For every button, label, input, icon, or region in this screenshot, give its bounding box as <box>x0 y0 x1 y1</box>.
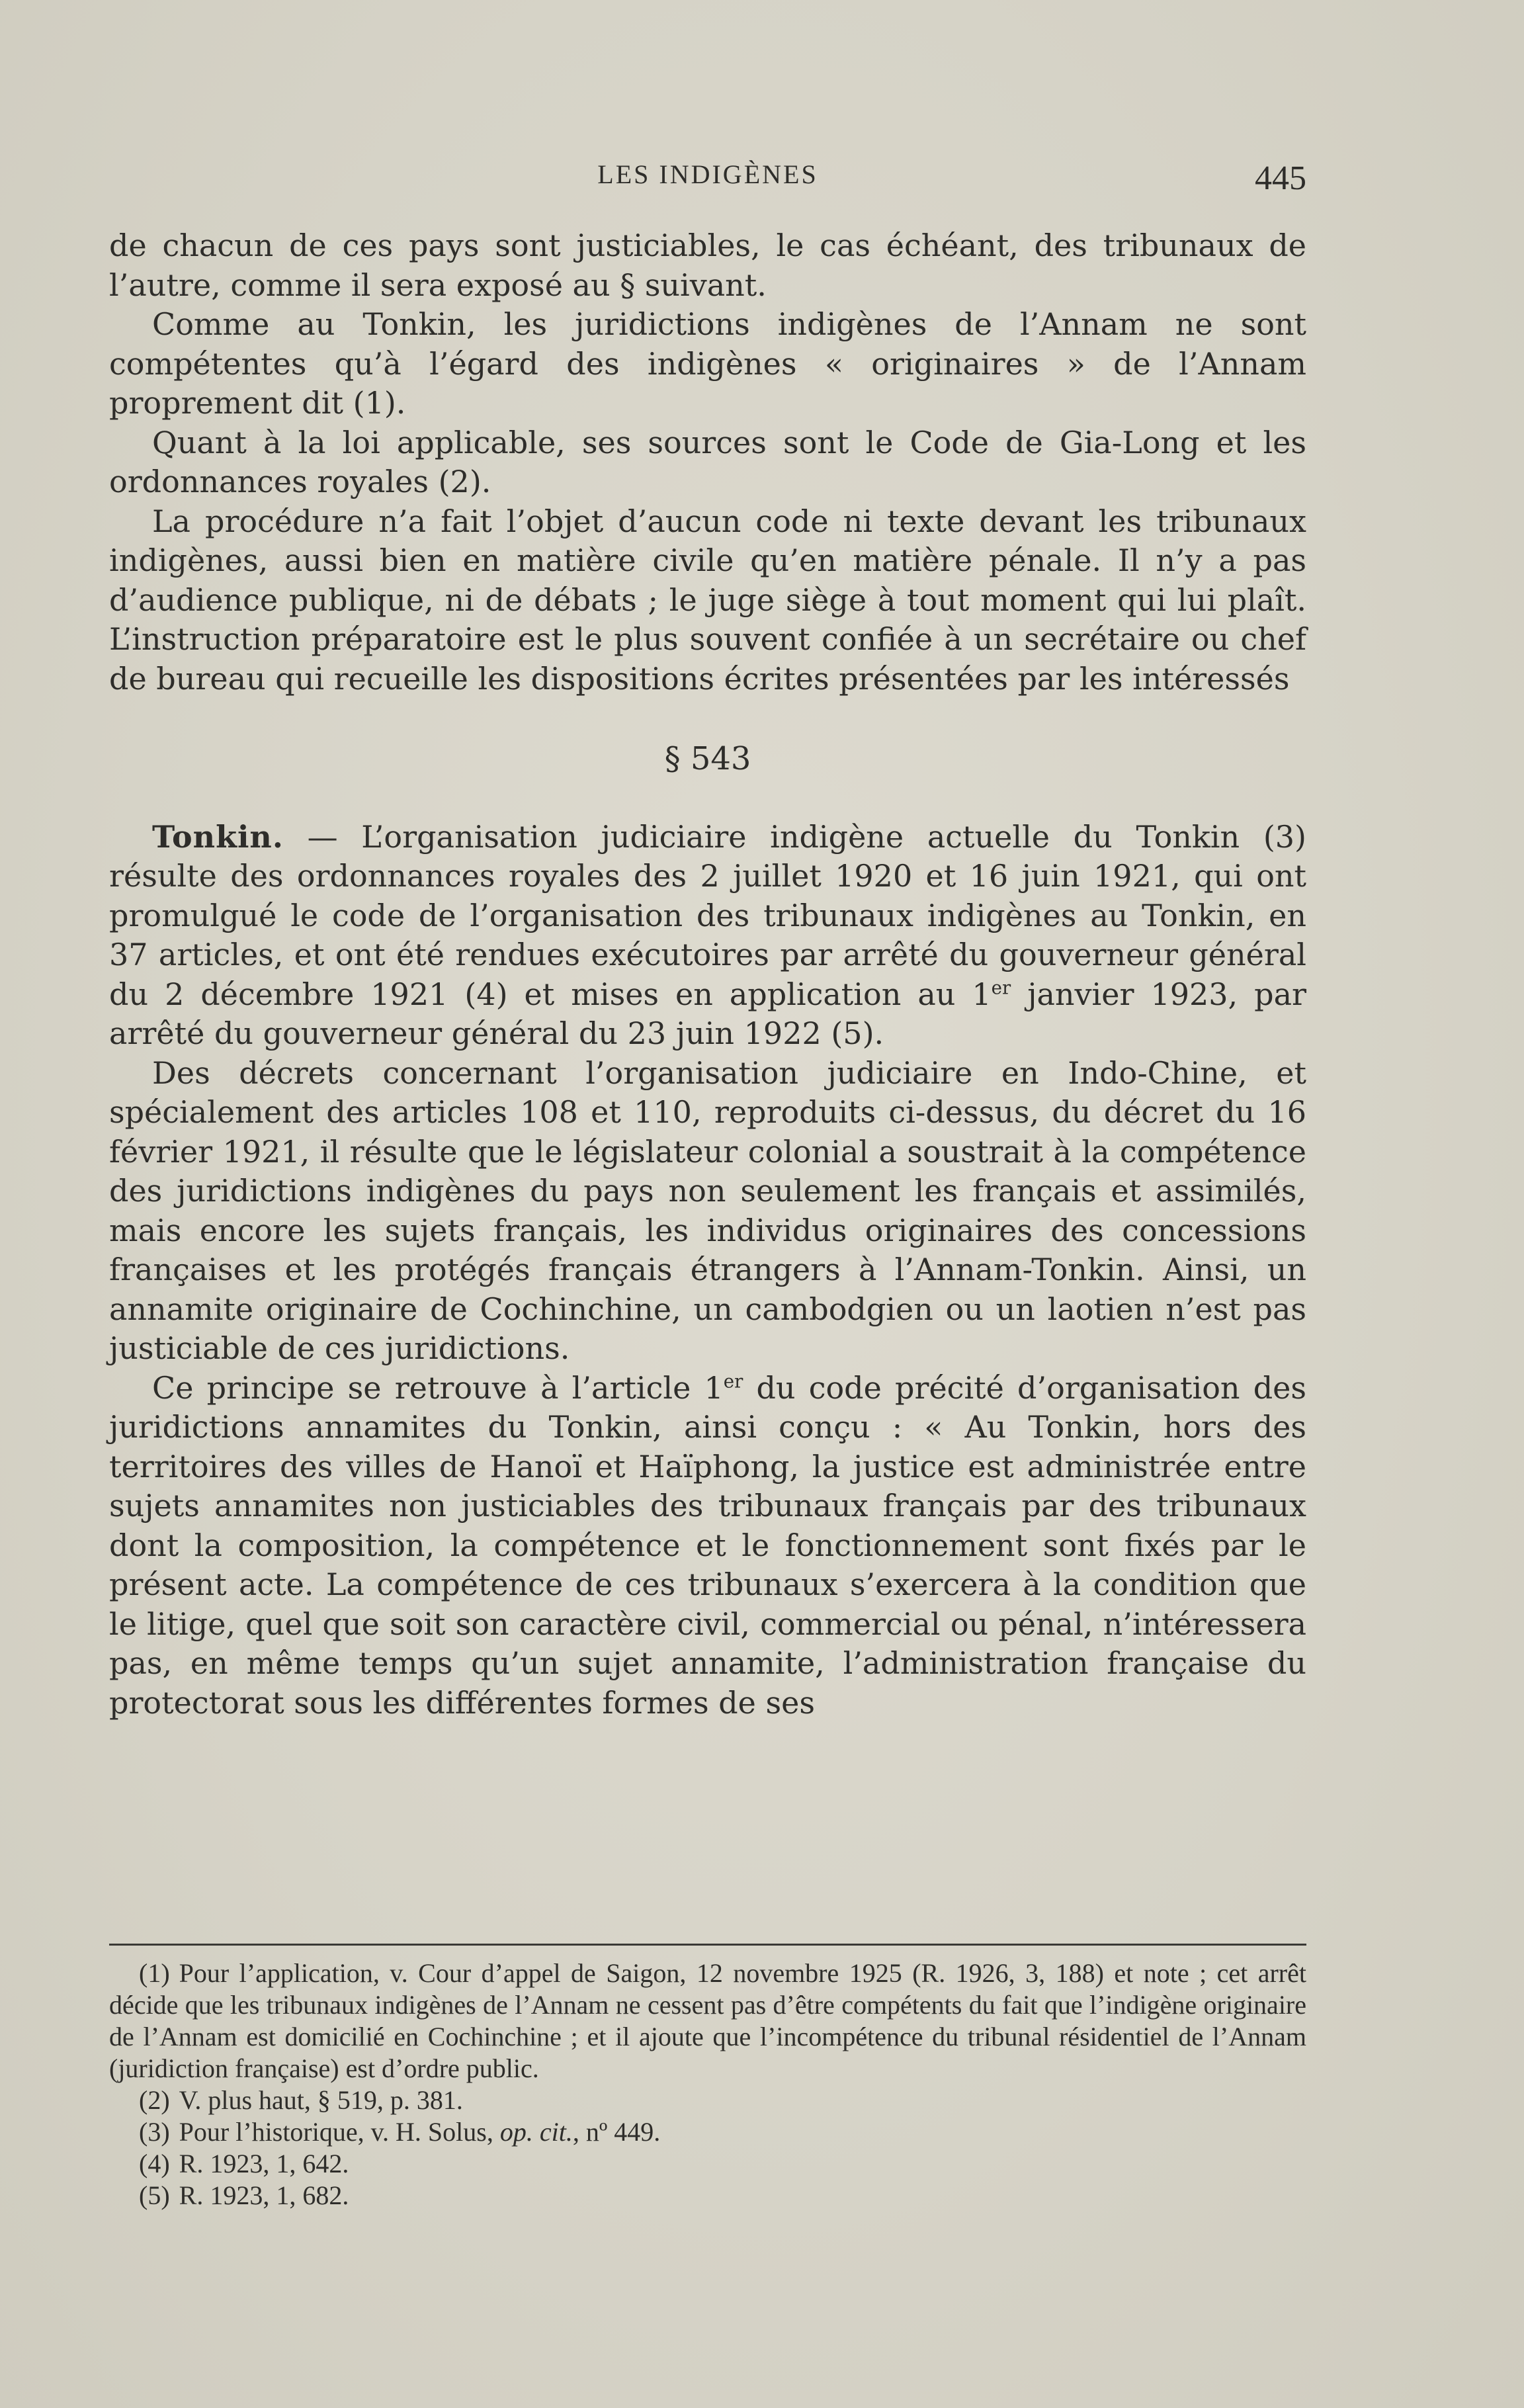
paragraph-principe <box>109 1369 1306 1723</box>
footnote-text: Pour l’historique, v. H. Solus, <box>179 2117 500 2147</box>
superscript: er <box>723 1370 743 1393</box>
footnote <box>109 2180 1306 2212</box>
footnote-text: V. plus haut, § 519, p. 381. <box>179 2085 463 2115</box>
footnote-marker: (5) <box>139 2180 170 2210</box>
footnote <box>109 1957 1306 2085</box>
footnote-marker: (4) <box>139 2149 170 2178</box>
footnote-text: R. 1923, 1, 682. <box>179 2180 349 2210</box>
page-header <box>109 159 1306 198</box>
paragraph-tonkin <box>109 818 1306 1054</box>
footnote-marker: (1) <box>139 1958 170 1988</box>
footnotes <box>109 1944 1306 2212</box>
paragraph-principe-text-2: du code précité d’organisation des juridictions annamites du Tonkin, ainsi conçu : « Au Tonkin, hors des territoires des villes de Hanoï et Haïphong, la justice est administrée entre sujets annamites non justiciables des tribunaux français par des tribunaux dont la composition, la compétence et le fonctionnement sont fixés par le présent acte. La compétence de ces tribunaux s’exercera à la condition que le litige, quel que soit son caractère civil, commercial ou pénal, n’intéressera pas, en même temps qu’un sujet annamite, l’administration française du protectorat sous les différentes formes de ses <box>109 1369 1306 1721</box>
footnote-text: R. 1923, 1, 642. <box>179 2149 349 2178</box>
footnote-text: Pour l’application, v. Cour d’appel de Saigon, 12 novembre 1925 (R. 1926, 3, 188) et note ; cet arrêt décide que les tribunaux indigènes de l’Annam ne cessent pas d’être compétents du fait que l’indigène originaire de l’Annam est domicilié en Cochinchine ; et il ajoute que l’incompétence du tribunal résidentiel de l’Annam (juridiction française) est d’ordre public. <box>109 1958 1306 2083</box>
paragraph-principe-text-1: Ce principe se retrouve à l’article 1 <box>152 1369 724 1406</box>
section-heading: § 543 <box>664 740 751 777</box>
footnote <box>109 2116 1306 2148</box>
paragraph-procedure: La procédure n’a fait l’objet d’aucun code ni texte devant les tribunaux indigènes, aussi bien en matière civile qu’en matière pénale. Il n’y a pas d’audience publique, ni de débats ; le juge siège à tout moment qui lui plaît. L’instruction préparatoire est le plus souvent confiée à un secrétaire ou chef de bureau qui recueille les dispositions écrites présentées par les intéressés <box>109 503 1306 697</box>
paragraph-tonkin-text-2: janvier 1923, par arrêté du gouverneur général du 23 juin 1922 (5). <box>109 976 1307 1051</box>
footnote-marker: (2) <box>139 2085 170 2115</box>
paragraph-lead-word: Tonkin. <box>152 818 284 855</box>
paragraph-decrets: Des décrets concernant l’organisation judiciaire en Indo-Chine, et spécialement des articles 108 et 110, reproduits ci-dessus, du décret du 16 février 1921, il résulte que le législateur colonial a soustrait à la compétence des juridictions indigènes du pays non seulement les français et assimilés, mais encore les sujets français, les individus originaires des concessions françaises et les protégés français étrangers à l’Annam-Tonkin. Ainsi, un annamite originaire de Cochinchine, un cambodgien ou un laotien n’est pas justiciable de ces juridictions. <box>109 1054 1306 1366</box>
running-title: LES INDIGÈNES <box>597 159 818 189</box>
paragraph-annam-competence: Comme au Tonkin, les juridictions indigènes de l’Annam ne sont compétentes qu’à l’égard des indigènes « originaires » de l’Annam proprement dit (1). <box>109 306 1306 421</box>
page-number: 445 <box>1255 159 1306 197</box>
footnote-text: , nº 449. <box>572 2117 661 2147</box>
footnote <box>109 2085 1306 2116</box>
footnote-marker: (3) <box>139 2117 170 2147</box>
footnote-italic: op. cit. <box>499 2117 573 2147</box>
superscript: er <box>991 976 1011 999</box>
footnote <box>109 2148 1306 2180</box>
paragraph-continuation: de chacun de ces pays sont justiciables, le cas échéant, des tribunaux de l’autre, comme il sera exposé au § suivant. <box>109 228 1306 303</box>
paragraph-applicable-law: Quant à la loi applicable, ses sources sont le Code de Gia-Long et les ordonnances royales (2). <box>109 424 1306 499</box>
paragraph-tonkin-text-1: — L’organisation judiciaire indigène actuelle du Tonkin (3) résulte des ordonnances royales des 2 juillet 1920 et 16 juin 1921, qui ont promulgué le code de l’organisation des tribunaux indigènes au Tonkin, en 37 articles, et ont été rendues exécutoires par arrêté du gouverneur général du 2 décembre 1921 (4) et mises en application au 1 <box>109 818 1306 1012</box>
body-text <box>109 226 1306 1723</box>
